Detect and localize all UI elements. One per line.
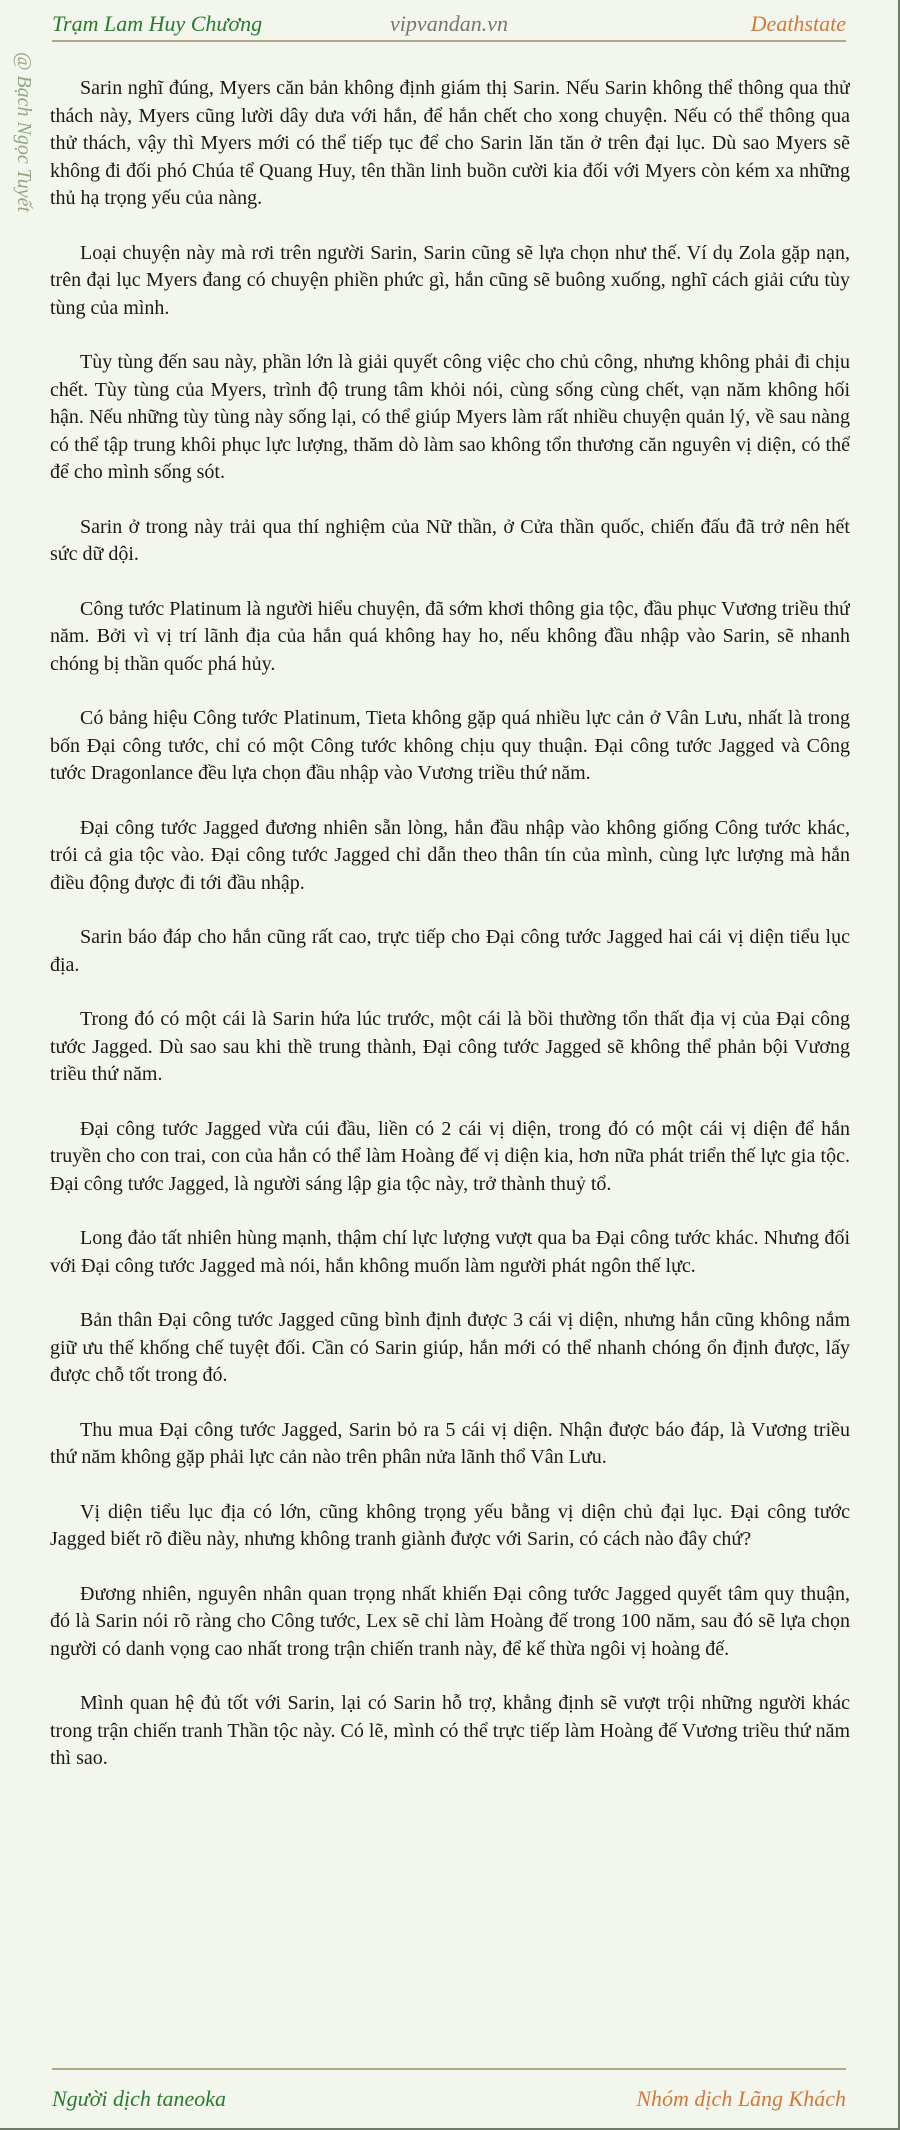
paragraph: Tùy tùng đến sau này, phần lớn là giải quyết công việc cho chủ công, nhưng không phải đi chịu chết. Tùy tùng của Myers, trình độ trung tâm khỏi nói, cùng sống cùng chết, vạn năm không hối hận. Nếu những tùy tùng này sống lại, có thể giúp Myers làm rất nhiều chuyện quản lý, về sau nàng có thể tập trung khôi phục lực lượng, thăm dò làm sao không tổn thương căn nguyên vị diện, có thể để cho mình sống sót. <box>50 351 850 483</box>
paragraph: Sarin báo đáp cho hắn cũng rất cao, trực tiếp cho Đại công tước Jagged hai cái vị diện tiểu lục địa. <box>50 926 850 976</box>
paragraph: Long đảo tất nhiên hùng mạnh, thậm chí lực lượng vượt qua ba Đại công tước khác. Nhưng đối với Đại công tước Jagged mà nói, hắn không muốn làm người phát ngôn thế lực. <box>50 1227 850 1277</box>
paragraph: Đại công tước Jagged đương nhiên sẵn lòng, hắn đầu nhập vào không giống Công tước khác, trói cả gia tộc vào. Đại công tước Jagged chỉ dẫn theo thân tín của mình, cùng lực lượng mà hắn điều động được đi tới đầu nhập. <box>50 816 850 894</box>
side-watermark: @ Bạch Ngọc Tuyết <box>13 52 35 213</box>
paragraph: Thu mua Đại công tước Jagged, Sarin bỏ ra 5 cái vị diện. Nhận được báo đáp, là Vương triều thứ năm không gặp phải lực cản nào trên phân nửa lãnh thổ Vân Lưu. <box>50 1418 850 1468</box>
paragraph: Vị diện tiểu lục địa có lớn, cũng không trọng yếu bằng vị diện chủ đại lục. Đại công tước Jagged biết rõ điều này, nhưng không tranh giành được với Sarin, có cách nào đây chứ? <box>50 1500 850 1550</box>
paragraph: Bản thân Đại công tước Jagged cũng bình định được 3 cái vị diện, nhưng hắn cũng không nắm giữ ưu thế khống chế tuyệt đối. Cần có Sarin giúp, hắn mới có thể nhanh chóng ổn định được, lấy được chỗ tốt trong đó. <box>50 1309 850 1386</box>
paragraph: Đương nhiên, nguyên nhân quan trọng nhất khiến Đại công tước Jagged quyết tâm quy thuận, đó là Sarin nói rõ ràng cho Công tước, Lex sẽ chỉ làm Hoàng đế trong 100 năm, sau đó sẽ lựa chọn người có danh vọng cao nhất trong trận chiến tranh này, để kế thừa ngôi vị hoàng đế. <box>50 1582 850 1660</box>
paragraph: Có bảng hiệu Công tước Platinum, Tieta không gặp quá nhiều lực cản ở Vân Lưu, nhất là trong bốn Đại công tước, chỉ có một Công tước không chịu quy thuận. Đại công tước Jagged và Công tước Dragonlance đều lựa chọn đầu nhập vào Vương triều thứ năm. <box>50 707 850 784</box>
paragraph: Công tước Platinum là người hiểu chuyện, đã sớm khơi thông gia tộc, đầu phục Vương triều thứ năm. Bởi vì vị trí lãnh địa của hắn quá không hay ho, nếu không đầu nhập vào Sarin, sẽ nhanh chóng bị thần quốc phá hủy. <box>50 597 850 675</box>
paragraph: Sarin ở trong này trải qua thí nghiệm của Nữ thần, ở Cửa thần quốc, chiến đấu đã trở nên hết sức dữ dội. <box>50 515 850 565</box>
paragraph: Sarin nghĩ đúng, Myers căn bản không định giám thị Sarin. Nếu Sarin không thể thông qua thử thách này, Myers cũng lười dây dưa với hắn, để hắn chết cho xong chuyện. Nếu có thể thông qua thử thách, vậy thì Myers mới có thể tiếp tục để cho Sarin lăn tăn ở trên đại lục. Dù sao Myers sẽ không đi đối phó Chúa tể Quang Huy, tên thần linh buồn cười kia đối với Myers còn kém xa những thủ hạ trọng yếu của nàng. <box>50 77 850 209</box>
paragraph: Trong đó có một cái là Sarin hứa lúc trước, một cái là bồi thường tổn thất địa vị của Đại công tước Jagged. Dù sao sau khi thề trung thành, Đại công tước Jagged sẽ không thể phản bội Vương triều thứ năm. <box>50 1008 850 1085</box>
page-header <box>52 8 846 42</box>
paragraph: Mình quan hệ đủ tốt với Sarin, lại có Sarin hỗ trợ, khẳng định sẽ vượt trội những người khác trong trận chiến tranh Thần tộc này. Có lẽ, mình có thể trực tiếp làm Hoàng đế Vương triều thứ năm thì sao. <box>50 1692 850 1769</box>
header-book-title: Deathstate <box>750 11 846 36</box>
header-site-title: Trạm Lam Huy Chương <box>52 11 263 36</box>
paragraph: Đại công tước Jagged vừa cúi đầu, liền có 2 cái vị diện, trong đó có một cái vị diện để hắn truyền cho con trai, con của hắn có thể làm Hoàng đế vị diện kia, hơn nữa phát triển thế lực gia tộc. Đại công tước Jagged, là người sáng lập gia tộc này, trở thành thuỷ tổ. <box>50 1117 850 1195</box>
paragraph: Loại chuyện này mà rơi trên người Sarin, Sarin cũng sẽ lựa chọn như thế. Ví dụ Zola gặp nạn, trên đại lục Myers đang có chuyện phiền phức gì, hắn cũng sẽ buông xuống, nghĩ cách giải cứu tùy tùng của mình. <box>50 241 850 319</box>
footer-group: Nhóm dịch Lãng Khách <box>636 2086 846 2111</box>
page-footer <box>52 2068 846 2128</box>
header-website: vipvandan.vn <box>390 11 508 36</box>
chapter-text <box>50 75 850 2038</box>
footer-translator: Người dịch taneoka <box>52 2086 227 2111</box>
